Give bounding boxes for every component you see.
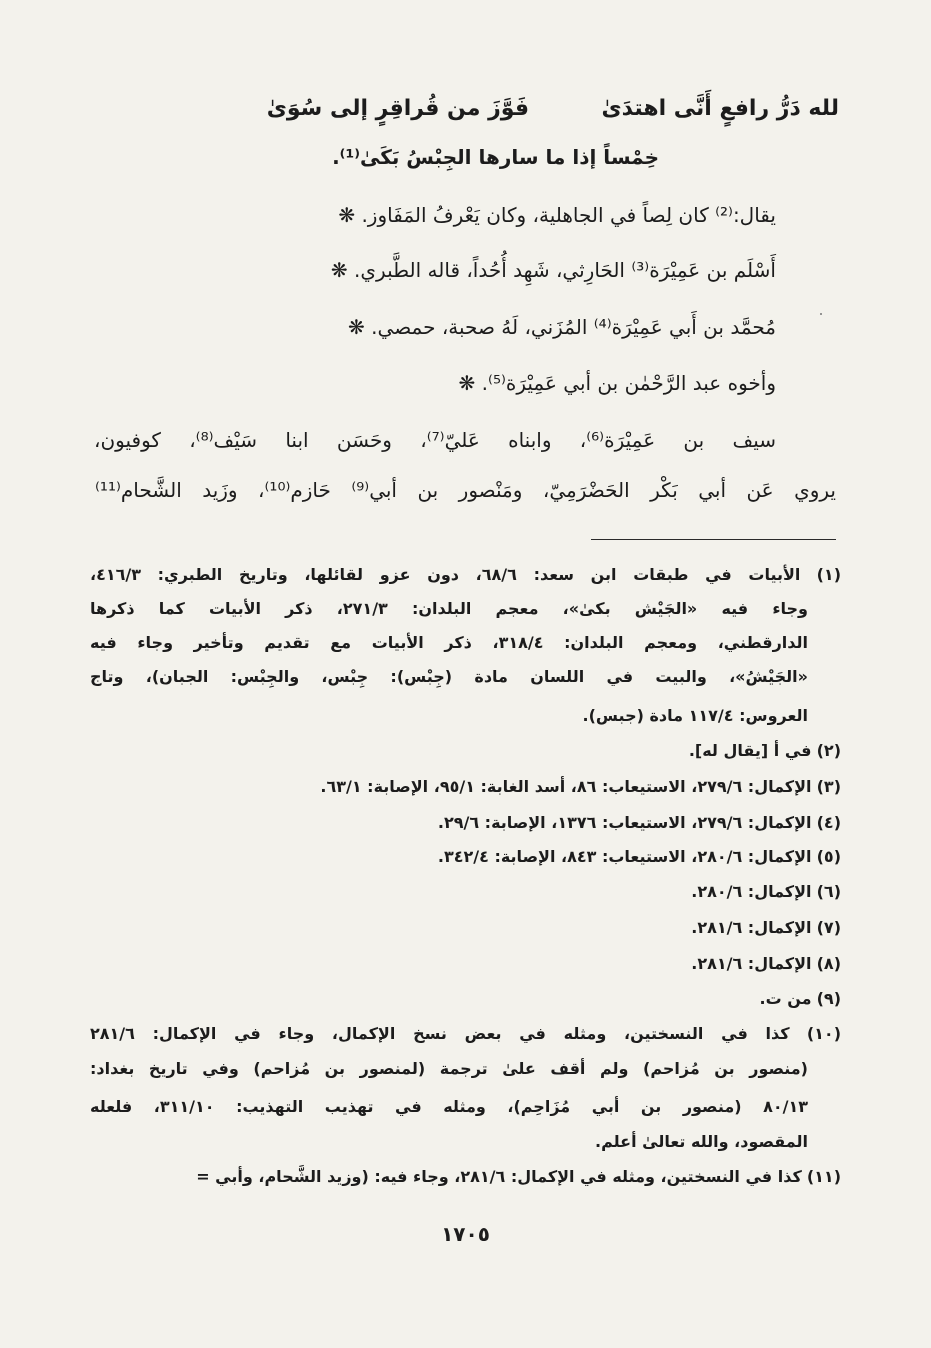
footnote-3 <box>90 779 841 795</box>
footnote-text: الأبيات في طبقات ابن سعد: ٦٨/٦، دون عزو لقائلها، وتاريخ الطبري: ٤١٦/٣، <box>90 565 801 584</box>
footnote-number: (٢) <box>816 741 841 760</box>
footnote-number: (١١) <box>806 1167 841 1186</box>
footnote-text: الإكمال: ٢٨٠/٦، الاستيعاب: ٨٤٣، الإصابة: ٣٤٢/٤. <box>437 847 812 866</box>
star-marker-icon: ❋ <box>330 258 348 282</box>
entry-text: أَسْلَم بن عَمِيْرَة⁽³⁾ الحَارِثي، شَهِد أُحُداً، قاله الطَّبري. <box>354 258 776 282</box>
star-marker-icon: ❋ <box>458 371 476 395</box>
footnote-8 <box>90 956 841 972</box>
entry-line <box>338 205 776 225</box>
footnote-text: في أ [يقال له]. <box>688 741 812 760</box>
footnote-text: الإكمال: ٢٨١/٦. <box>691 918 812 937</box>
footnote-continuation: «الجَيْشُ»، والبيت في اللسان مادة (جِبْس): جِبْس، والجِبْس: الجبان)، وتاج <box>90 667 808 686</box>
footnote-7 <box>90 920 841 936</box>
star-marker-icon: ❋ <box>338 203 356 227</box>
paragraph-line: سيف بن عَمِيْرَة⁽⁶⁾، وابناه عَليّ⁽⁷⁾، وحَسَن ابنا سَيْف⁽⁸⁾، كوفيون، <box>94 428 777 452</box>
entry-line <box>459 373 776 393</box>
footnote-text: الإكمال: ٢٨١/٦. <box>691 954 812 973</box>
footnote-text: من ت. <box>759 989 812 1008</box>
footnote-continuation: وجاء فيه «الجَيْش بكىٰ»، معجم البلدان: ٢٧١/٣، ذكر الأبيات كما ذكرها <box>90 599 808 618</box>
footnote-text: كذا في النسختين، ومثله في الإكمال: ٢٨١/٦، وجاء فيه: (وزيد الشَّحام، وأبي = <box>196 1167 802 1186</box>
footnote-number: (١٠) <box>806 1024 841 1043</box>
footnote-10 <box>90 1026 841 1042</box>
ink-speck <box>820 313 822 315</box>
footnote-continuation: الدارقطني، ومعجم البلدان: ٣١٨/٤، ذكر الأبيات مع تقديم وتأخير وجاء فيه <box>90 633 808 652</box>
footnote-text: كذا في النسختين، ومثله في بعض نسخ الإكمال، وجاء في الإكمال: ٢٨١/٦ <box>90 1024 790 1043</box>
footnote-number: (١) <box>816 565 841 584</box>
footnote-continuation: ٨٠/١٣ (منصور بن أبي مُزَاحِم)، ومثله في تهذيب التهذيب: ٣١١/١٠، فلعله <box>90 1097 809 1116</box>
star-marker-icon: ❋ <box>348 315 365 339</box>
footnote-9 <box>90 991 841 1007</box>
footnote-text: الإكمال: ٢٧٩/٦، الاستيعاب: ١٣٧٦، الإصابة: ٢٩/٦. <box>437 813 812 832</box>
footnote-continuation: المقصود، والله تعالىٰ أعلم. <box>594 1132 808 1151</box>
entry-text: مُحمَّد بن أَبي عَمِيْرَة⁽⁴⁾ المُزَني، لَهُ صحبة، حمصي. <box>371 315 776 339</box>
page-number: ١٧٠٥ <box>441 1222 490 1246</box>
footnote-number: (٤) <box>816 813 841 832</box>
poem-line1-right-hemistich: لله دَرُّ رافعٍ أَنَّى اهتدَىٰ <box>601 96 839 121</box>
footnote-6 <box>90 884 841 900</box>
footnote-continuation: العروس: ١١٧/٤ مادة (جبس). <box>582 706 808 725</box>
poem-line1-left-hemistich: فَوَّزَ من قُراقِرٍ إلى سُوَىٰ <box>266 96 529 121</box>
footnote-11 <box>90 1169 841 1185</box>
footnote-1 <box>90 567 841 583</box>
footnote-text: الإكمال: ٢٧٩/٦، الاستيعاب: ٨٦، أسد الغابة: ٩٥/١، الإصابة: ٦٣/١. <box>320 777 812 796</box>
footnote-4 <box>90 815 841 831</box>
entry-line <box>331 260 776 280</box>
footnote-text: الإكمال: ٢٨٠/٦. <box>691 882 812 901</box>
footnote-separator <box>591 539 836 540</box>
entry-line <box>348 317 776 337</box>
footnote-continuation: (منصور بن مُزاحم) ولم أقف علىٰ ترجمة (لمنصور بن مُزاحم) وفي تاريخ بغداد: <box>90 1059 808 1078</box>
paragraph-line: يروي عَن أبي بَكْر الحَضْرَمِيّ، ومَنْصور بن أبي⁽⁹⁾ حَازم⁽¹⁰⁾، وزَيد الشَّحام⁽¹¹⁾ <box>95 478 836 502</box>
footnote-number: (٨) <box>816 954 841 973</box>
footnote-2 <box>90 743 841 759</box>
footnote-number: (٩) <box>816 989 841 1008</box>
entry-text: يقال:⁽²⁾ كان لِصاً في الجاهلية، وكان يَعْرفُ المَفَاوز. <box>361 203 776 227</box>
footnote-number: (٥) <box>816 847 841 866</box>
footnote-number: (٧) <box>816 918 841 937</box>
entry-text: وأخوه عبد الرَّحْمٰن بن أبي عَمِيْرَة⁽⁵⁾. <box>481 371 776 395</box>
footnote-number: (٦) <box>816 882 841 901</box>
poem-line2: خِمْساً إذا ما سارها الجِبْسُ بَكَىٰ⁽¹⁾. <box>332 145 659 169</box>
footnote-number: (٣) <box>816 777 841 796</box>
footnote-5 <box>90 849 841 865</box>
